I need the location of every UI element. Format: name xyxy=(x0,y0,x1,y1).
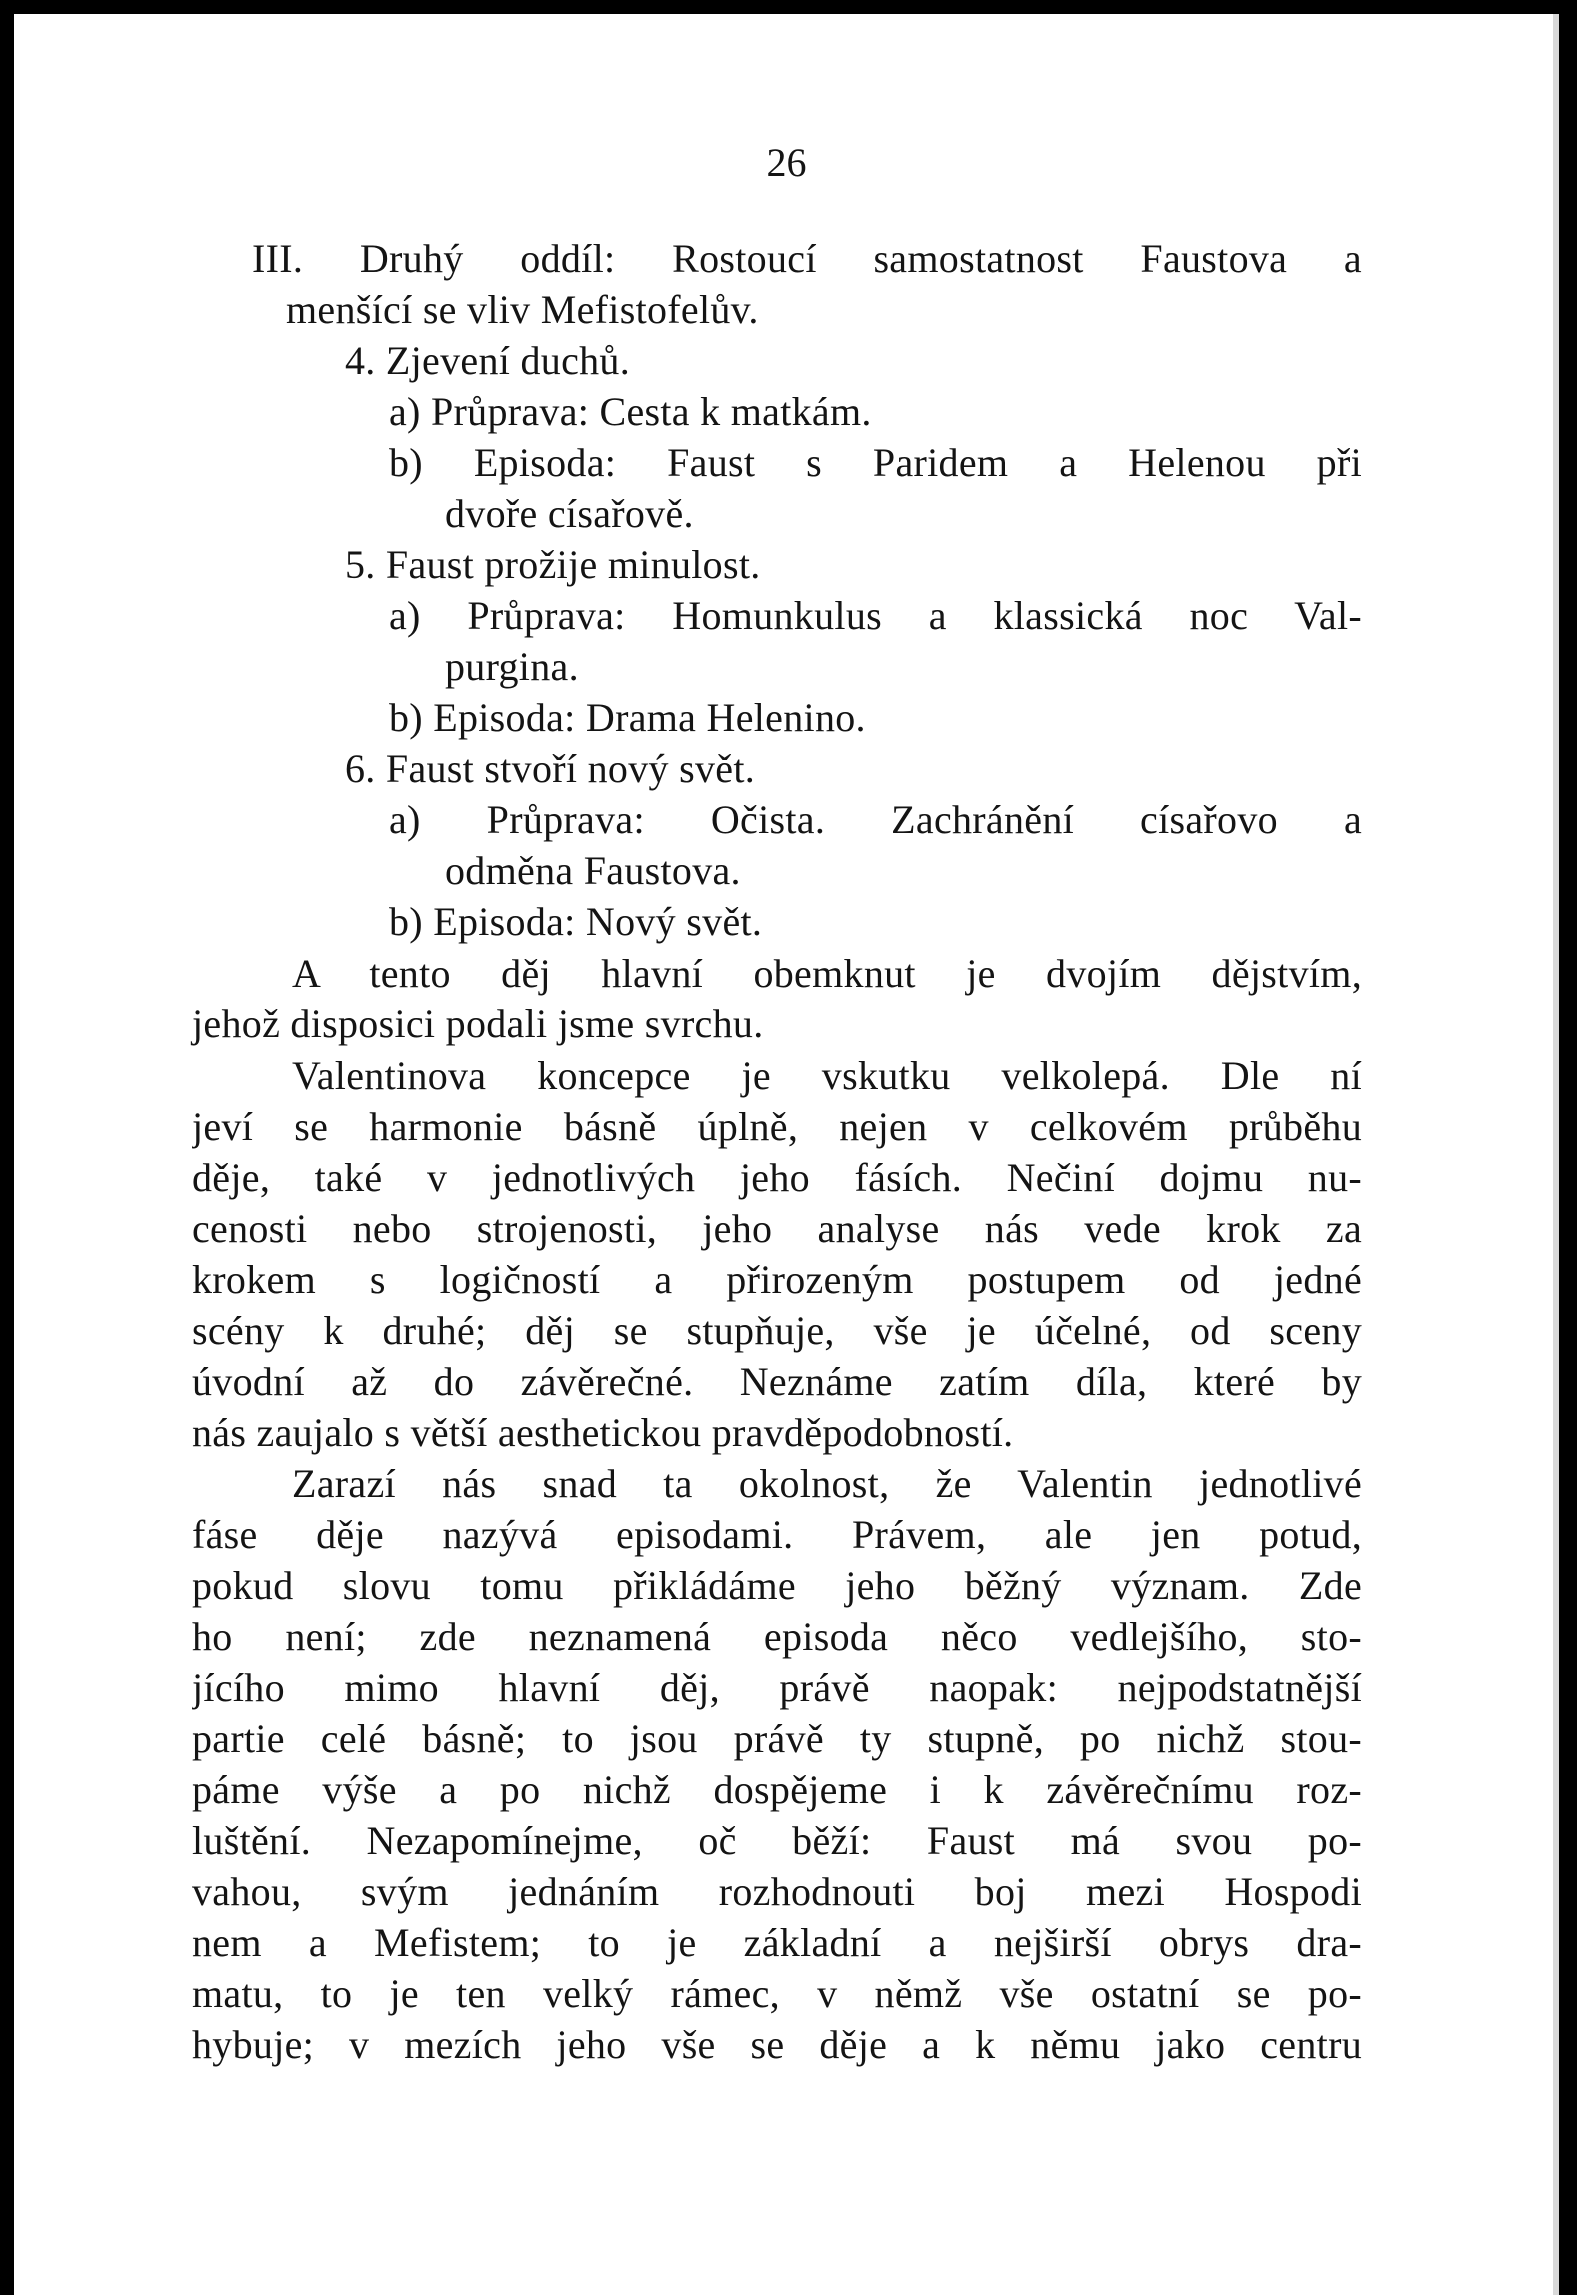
text-line: III. Druhý oddíl: Rostoucí samostatnost Faustova a xyxy=(252,236,1362,281)
text-line: děje, také v jednotlivých jeho fásích. Nečiní dojmu nu- xyxy=(192,1155,1362,1200)
text-line: dvoře císařově. xyxy=(445,491,694,536)
text-line: menšící se vliv Mefistofelův. xyxy=(286,287,759,332)
text-line: 5. Faust prožije minulost. xyxy=(345,542,761,587)
text-line: pokud slovu tomu přikládáme jeho běžný význam. Zde xyxy=(192,1563,1362,1608)
text-line: vahou, svým jednáním rozhodnouti boj mezi Hospodi xyxy=(192,1869,1362,1914)
text-line: úvodní až do závěrečné. Neznáme zatím díla, které by xyxy=(192,1359,1362,1404)
text-line: ho není; zde neznamená episoda něco vedlejšího, sto- xyxy=(192,1614,1362,1659)
text-line: odměna Faustova. xyxy=(445,848,741,893)
text-line: purgina. xyxy=(445,644,579,689)
text-line: krokem s logičností a přirozeným postupem od jedné xyxy=(192,1257,1362,1302)
text-line: scény k druhé; děj se stupňuje, vše je účelné, od sceny xyxy=(192,1308,1362,1353)
text-line: fáse děje nazývá episodami. Právem, ale jen potud, xyxy=(192,1512,1362,1557)
text-line: a) Průprava: Očista. Zachránění císařovo a xyxy=(389,797,1362,842)
book-page xyxy=(14,14,1559,2295)
text-line: hybuje; v mezích jeho vše se děje a k němu jako centru xyxy=(192,2022,1362,2067)
text-line: luštění. Nezapomínejme, oč běží: Faust má svou po- xyxy=(192,1818,1362,1863)
text-line: a) Průprava: Cesta k matkám. xyxy=(389,389,872,434)
text-line: nem a Mefistem; to je základní a nejširší obrys dra- xyxy=(192,1920,1362,1965)
text-line: jeví se harmonie básně úplně, nejen v celkovém průběhu xyxy=(192,1104,1362,1149)
text-line: 6. Faust stvoří nový svět. xyxy=(345,746,756,791)
text-line: Valentinova koncepce je vskutku velkolepá. Dle ní xyxy=(292,1053,1362,1098)
text-line: páme výše a po nichž dospějeme i k závěrečnímu roz- xyxy=(192,1767,1362,1812)
text-line: nás zaujalo s větší aesthetickou pravděpodobností. xyxy=(192,1410,1014,1455)
text-line: b) Episoda: Faust s Paridem a Helenou při xyxy=(389,440,1362,485)
text-line: Zarazí nás snad ta okolnost, že Valentin jednotlivé xyxy=(292,1461,1362,1506)
text-line: 4. Zjevení duchů. xyxy=(345,338,631,383)
text-line: partie celé básně; to jsou právě ty stupně, po nichž stou- xyxy=(192,1716,1362,1761)
text-line: jehož disposici podali jsme svrchu. xyxy=(192,1001,764,1046)
text-line: cenosti nebo strojenosti, jeho analyse nás vede krok za xyxy=(192,1206,1362,1251)
text-line: a) Průprava: Homunkulus a klassická noc Val- xyxy=(389,593,1362,638)
text-line: matu, to je ten velký rámec, v němž vše ostatní se po- xyxy=(192,1971,1362,2016)
text-line: b) Episoda: Nový svět. xyxy=(389,899,763,944)
text-line: b) Episoda: Drama Helenino. xyxy=(389,695,866,740)
page-number: 26 xyxy=(766,140,807,185)
text-line: A tento děj hlavní obemknut je dvojím dějstvím, xyxy=(292,951,1362,996)
text-line: jícího mimo hlavní děj, právě naopak: nejpodstatnější xyxy=(192,1665,1362,1710)
scan-edge xyxy=(1553,14,1559,2295)
